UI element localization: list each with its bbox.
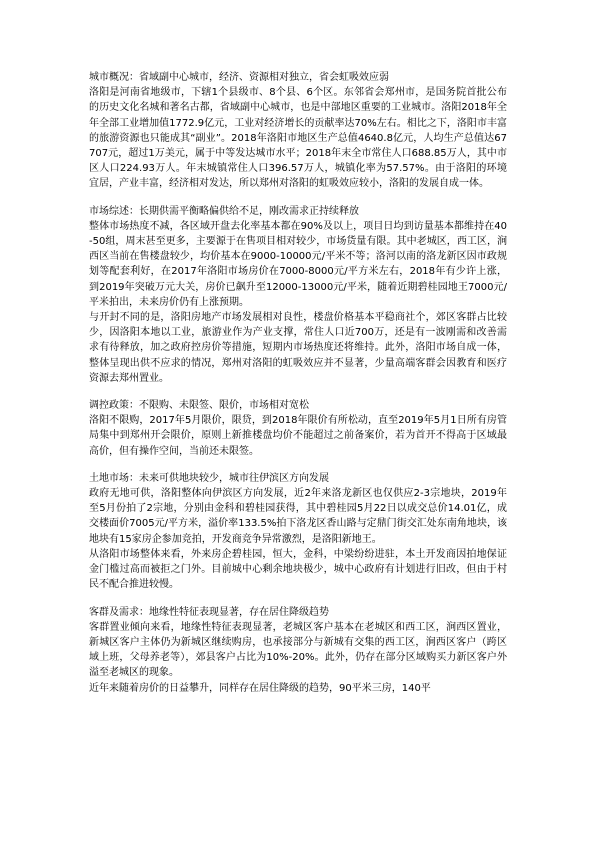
section-customers-demand	[89, 605, 507, 696]
section-paragraph: 近年来随着房价的日益攀升，同样存在居住降级的趋势，90平米三房，140平	[89, 682, 431, 694]
section-paragraph: 从洛阳市场整体来看，外来房企碧桂园，恒大，金科，中梁纷纷进驻，本土开发商因拍地保证金门槛过高而被拒之门外。目前城中心剩余地块极少，城中心政府有计划进行旧改，但由于村民不配合推进较慢。	[89, 548, 507, 591]
section-paragraph: 整体市场热度不减，各区域开盘去化率基本都在90%及以上，项目日均到访量基本都维持在40-50组，周末甚至更多，主要源于在售项目相对较少，市场货量有限。其中老城区，西工区，涧西区当前在售楼盘较少，均价基本在9000-10000元/平米不等；洛河以南的洛龙新区因市政规划等配套利好，在2017年洛阳市场房价在7000-8000元/平方米左右，2018年有少许上涨，到2019年突破万元大关，房价已飙升至12000-13000元/平米，随着近期碧桂园地王7000元/平米拍出，未来房价仍有上涨预期。	[89, 220, 507, 308]
section-regulation-policy	[89, 398, 507, 459]
section-heading: 调控政策：不限购、未限签、限价，市场相对宽松	[89, 400, 309, 412]
section-heading: 城市概况：省域副中心城市，经济、资源相对独立，省会虹吸效应弱	[89, 72, 389, 83]
section-market-summary	[89, 204, 507, 386]
section-land-market	[89, 471, 507, 593]
section-paragraph: 客群置业倾向来看，地缘性特征表现显著，老城区客户基本在老城区和西工区，涧西区置业，新城区客户主体仍为新城区继续购房，也承接部分与新城有交集的西工区，涧西区客户（跨区域上班，父母养老等），郊县客户占比为10%-20%。此外，仍存在部分区域购买力新区客户外溢至老城区的现象。	[89, 621, 507, 679]
section-paragraph: 洛阳不限购，2017年5月限价，限贷，到2018年限价有所松动，直至2019年5月1日所有房管局集中到郑州开会限价，原则上新推楼盘均价不能超过之前备案价，若为首开不得高于区域最高价，但有操作空间，当前还未限签。	[89, 415, 507, 457]
section-heading: 土地市场：未来可供地块较少，城市往伊滨区方向发展	[89, 472, 329, 484]
section-paragraph: 洛阳是河南省地级市，下辖1个县级市、8个县、6个区。东邻省会郑州市，是国务院首批公布的历史文化名城和著名古都，省域副中心城市，也是中部地区重要的工业城市。洛阳2018年全年全部工业增加值1772.9亿元，工业对经济增长的贡献率达70%左右。相比之下，洛阳市丰富的旅游资源也只能成其“副业”。2018年洛阳市地区生产总值4640.8亿元，人均生产总值达67707元，超过1万美元，属于中等发达城市水平；2018年末全市常住人口688.85万人，其中市区人口224.93万人。年末城镇常住人口396.57万人，城镇化率为57.57%。由于洛阳的环境宜居，产业丰富，经济相对发达，所以郑州对洛阳的虹吸效应较小，洛阳的发展自成一体。	[89, 87, 507, 190]
section-heading: 客群及需求：地缘性特征表现显著，存在居住降级趋势	[89, 606, 329, 618]
document-body	[89, 70, 507, 708]
section-paragraph: 与开封不同的是，洛阳房地产市场发展相对良性，楼盘价格基本平稳商社个，郊区客群占比较少，因洛阳本地以工业，旅游业作为产业支撑，常住人口近700万，还是有一波刚需和改善需求有待释放，加之政府控房价等措施，短期内市场热度还将维持。此外，洛阳市场自成一体，整体呈现出供不应求的情况，郑州对洛阳的虹吸效应并不显著，少量高端客群会因教育和医疗资源去郑州置业。	[89, 312, 507, 384]
section-paragraph: 政府无地可供，洛阳整体向伊滨区方向发展，近2年来洛龙新区也仅供应2-3宗地块，2019年至5月份拍了2宗地，分别由金科和碧桂园获得，其中碧桂园5月22日以成交总价14.01亿，成交楼面价7005元/平方米，溢价率133.5%拍下洛龙区香山路与定鼎门街交汇处东南角地块，该地块有15家房企参加竞拍，开发商竞争异常激烈，是洛阳新地王。	[89, 488, 507, 545]
section-heading: 市场综述：长期供需平衡略偏供给不足，刚改需求正持续释放	[89, 205, 359, 217]
section-city-overview	[89, 70, 507, 192]
